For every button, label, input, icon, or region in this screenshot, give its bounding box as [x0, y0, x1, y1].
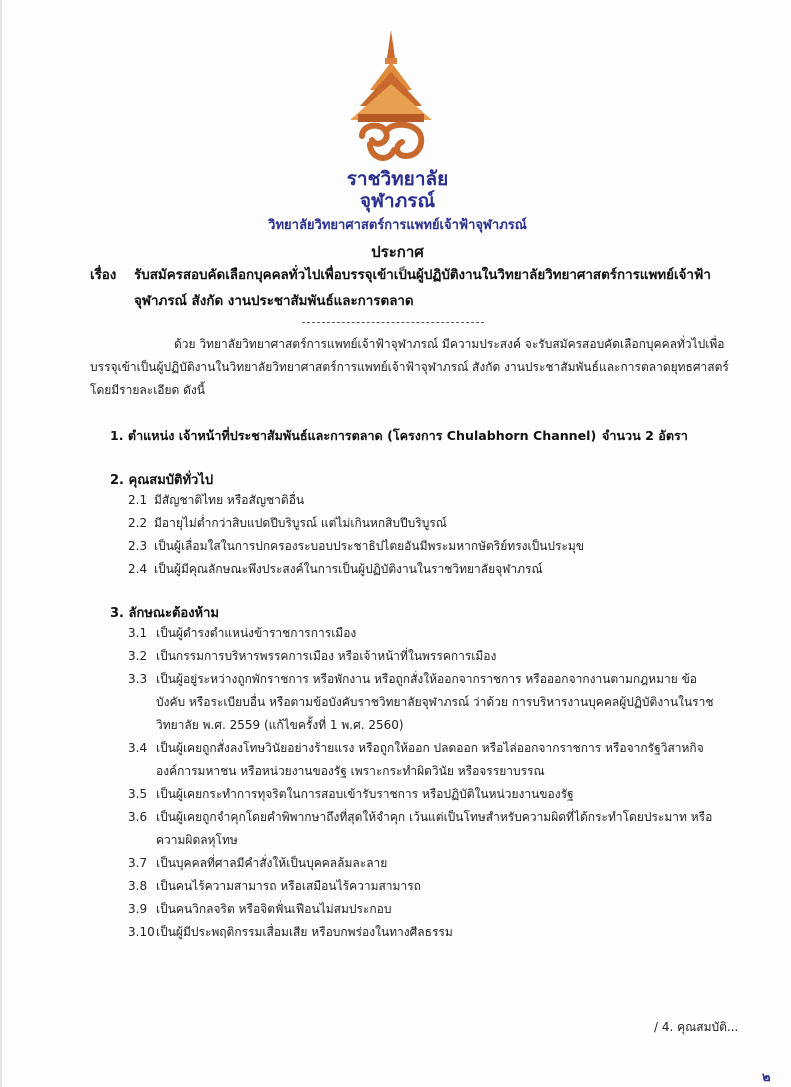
list-item [128, 806, 718, 852]
item-number: 3.1 [128, 626, 148, 640]
item-text: เป็นกรรมการบริหารพรรคการเมือง หรือเจ้าหน้าที่ในพรรคการเมือง [156, 649, 497, 663]
position-text: 1. ตำแหน่ง เจ้าหน้าที่ประชาสัมพันธ์และการตลาด (โครงการ Chulabhorn Channel) [110, 428, 597, 443]
list-item [128, 622, 718, 645]
list-item [128, 668, 718, 737]
section2-list [128, 489, 718, 581]
item-text: เป็นคนไร้ความสามารถ หรือเสมือนไร้ความสามารถ [156, 879, 421, 893]
item-text: เป็นผู้ดำรงตำแหน่งข้าราชการการเมือง [156, 626, 357, 640]
position-line [110, 426, 750, 446]
item-text: เป็นผู้เคยกระทำการทุจริตในการสอบเข้ารับราชการ หรือปฏิบัติในหน่วยงานของรัฐ [156, 787, 574, 801]
item-text: เป็นผู้มีคุณลักษณะพึงประสงค์ในการเป็นผู้ปฏิบัติงานในราชวิทยาลัยจุฬาภรณ์ [154, 562, 543, 576]
list-item [128, 875, 718, 898]
page-number-mark: ๒ [762, 1070, 771, 1085]
item-text: เป็นผู้เลื่อมใสในการปกครองระบอบประชาธิปไตยอันมีพระมหากษัตริย์ทรงเป็นประมุข [154, 539, 585, 553]
list-item [128, 558, 718, 581]
section3-title: 3. ลักษณะต้องห้าม [110, 606, 219, 621]
subject-text: รับสมัครสอบคัดเลือกบุคคลทั่วไปเพื่อบรรจุเข้าเป็นผู้ปฏิบัติงานในวิทยาลัยวิทยาศาสตร์การแพทย์เจ้าฟ้าจุฬาภรณ์ สังกัด งานประชาสัมพันธ์และการตลาด [134, 268, 711, 309]
item-number: 3.6 [128, 810, 148, 824]
position-amount: จำนวน 2 อัตรา [602, 428, 688, 443]
item-text: เป็นผู้มีประพฤติกรรมเสื่อมเสีย หรือบกพร่องในทางศีลธรรม [156, 925, 453, 939]
item-text: เป็นผู้เคยถูกสั่งลงโทษวินัยอย่างร้ายแรง หรือถูกให้ออก ปลดออก หรือไล่ออกจากราชการ หรือจากรัฐวิสาหกิจ องค์การมหาชน หรือหน่วยงานของรัฐ เพราะกระทำผิดวินัย หรือจรรยาบรรณ [156, 741, 704, 778]
item-text: มีสัญชาติไทย หรือสัญชาติอื่น [154, 493, 305, 507]
item-text: เป็นบุคคลที่ศาลมีคำสั่งให้เป็นบุคคลล้มละลาย [156, 856, 388, 870]
divider [302, 322, 484, 323]
item-number: 3.10 [128, 925, 155, 939]
announcement-heading: ประกาศ [371, 243, 424, 261]
item-number: 3.9 [128, 902, 148, 916]
intro-paragraph: ด้วย วิทยาลัยวิทยาศาสตร์การแพทย์เจ้าฟ้าจุฬาภรณ์ มีความประสงค์ จะรับสมัครสอบคัดเลือกบุคคลทั่วไปเพื่อบรรจุเข้าเป็นผู้ปฏิบัติงานในวิทยาลัยวิทยาศาสตร์การแพทย์เจ้าฟ้าจุฬาภรณ์ สังกัด งานประชาสัมพันธ์และการตลาดยุทธศาสตร์ โดยมีรายละเอียด ดังนี้ [90, 337, 729, 397]
list-item [128, 852, 718, 875]
institution-logo [340, 28, 442, 168]
institution-name-line2: จุฬาภรณ์ [359, 190, 436, 212]
item-text: เป็นผู้อยู่ระหว่างถูกพักราชการ หรือพักงาน หรือถูกสั่งให้ออกจากราชการ หรือออกจากงานตามกฎหมาย ข้อบังคับ หรือระเบียบอื่น หรือตามข้อบังคับราชวิทยาลัยจุฬาภรณ์ ว่าด้วย การบริหารงานบุคคลผู้ปฏิบัติงานในราชวิทยาลัย พ.ศ. 2559 (แก้ไขครั้งที่ 1 พ.ศ. 2560) [156, 672, 714, 732]
list-item [128, 512, 718, 535]
item-number: 2.2 [128, 516, 148, 530]
list-item [128, 898, 718, 921]
item-number: 3.5 [128, 787, 148, 801]
list-item [128, 737, 718, 783]
institution-name-line1: ราชวิทยาลัย [346, 168, 449, 190]
item-number: 3.4 [128, 741, 148, 755]
list-item [128, 489, 718, 512]
item-number: 3.3 [128, 672, 148, 686]
item-number: 3.7 [128, 856, 148, 870]
item-text: เป็นผู้เคยถูกจำคุกโดยคำพิพากษาถึงที่สุดให้จำคุก เว้นแต่เป็นโทษสำหรับความผิดที่ได้กระทำโดยประมาท หรือความผิดลหุโทษ [156, 810, 713, 847]
section2-title: 2. คุณสมบัติทั่วไป [110, 473, 214, 488]
subject-label: เรื่อง [90, 268, 117, 283]
college-name: วิทยาลัยวิทยาศาสตร์การแพทย์เจ้าฟ้าจุฬาภรณ์ [268, 218, 527, 233]
item-number: 3.2 [128, 649, 148, 663]
section3-list [128, 622, 718, 944]
item-number: 2.1 [128, 493, 148, 507]
list-item [128, 783, 718, 806]
item-number: 3.8 [128, 879, 148, 893]
continuation-note: / 4. คุณสมบัติ... [654, 1020, 739, 1034]
item-number: 2.3 [128, 539, 148, 553]
list-item [128, 921, 718, 944]
item-text: มีอายุไม่ต่ำกว่าสิบแปดปีบริบูรณ์ แต่ไม่เกินหกสิบปีบริบูรณ์ [154, 516, 447, 530]
item-number: 2.4 [128, 562, 148, 576]
list-item [128, 645, 718, 668]
list-item [128, 535, 718, 558]
item-text: เป็นคนวิกลจริต หรือจิตฟั่นเฟือนไม่สมประกอบ [156, 902, 392, 916]
